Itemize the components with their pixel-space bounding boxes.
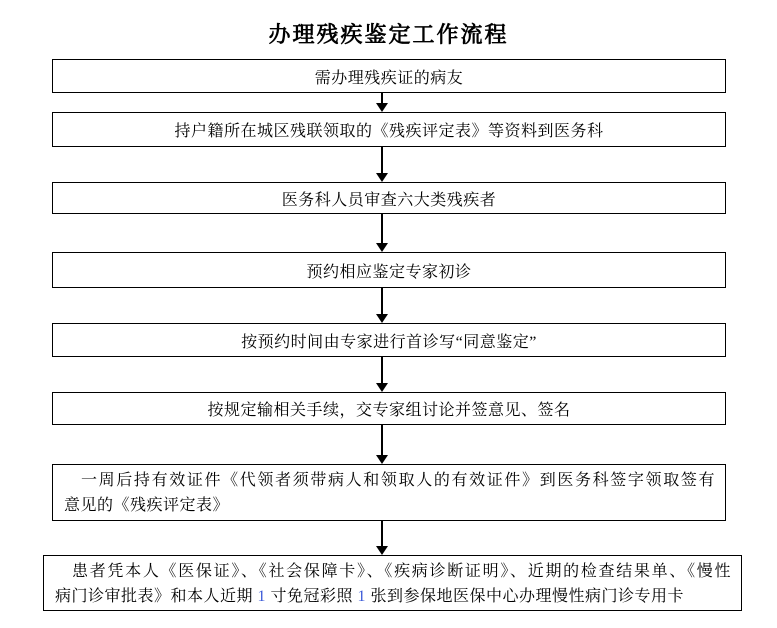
flow-step-5 [52, 323, 726, 357]
flow-arrow-3 [376, 214, 388, 252]
arrow-down-icon [376, 314, 388, 323]
arrow-down-icon [376, 546, 388, 555]
flow-step-8-line-1: 患者凭本人《医保证》、《社会保障卡》、《疾病诊断证明》、近期的检查结果单、《慢性 [72, 563, 731, 580]
flow-step-1 [52, 59, 726, 93]
flow-step-8-line-2: 病门诊审批表》和本人近期 1 寸免冠彩照 1 张到参保地医保中心办理慢性病门诊专用卡 [55, 588, 685, 605]
flow-step-5-text: 按预约时间由专家进行首诊写“同意鉴定” [241, 333, 537, 351]
flow-step-7-line-2: 意见的《残疾评定表》 [64, 497, 230, 514]
arrow-down-icon [376, 173, 388, 182]
arrow-down-icon [376, 243, 388, 252]
arrow-down-icon [376, 383, 388, 392]
arrow-line [381, 288, 383, 316]
flow-step-2 [52, 112, 726, 147]
arrow-down-icon [376, 455, 388, 464]
flow-step-7-line-1: 一周后持有效证件《代领者须带病人和领取人的有效证件》到医务科签字领取签有 [81, 472, 715, 489]
arrow-line [381, 425, 383, 457]
flow-arrow-5 [376, 357, 388, 392]
flow-step-1-text: 需办理残疾证的病友 [314, 69, 464, 87]
arrow-line [381, 214, 383, 245]
flow-step-8 [43, 555, 742, 611]
flow-arrow-7 [376, 521, 388, 555]
flow-arrow-2 [376, 147, 388, 182]
flow-step-2-text: 持户籍所在城区残联领取的《残疾评定表》等资料到医务科 [174, 123, 604, 140]
flow-step-3 [52, 182, 726, 214]
flow-step-3-text: 医务科人员审查六大类残疾者 [281, 191, 497, 209]
arrow-line [381, 357, 383, 385]
flow-arrow-4 [376, 288, 388, 323]
flow-step-4 [52, 252, 726, 288]
arrow-line [381, 147, 383, 175]
flow-arrow-6 [376, 425, 388, 464]
arrow-line [381, 521, 383, 548]
flow-step-7 [52, 464, 726, 521]
flow-step-6 [52, 392, 726, 425]
flow-arrow-1 [376, 93, 388, 112]
flow-step-6-text: 按规定输相关手续，交专家组讨论并签意见、签名 [207, 402, 571, 419]
flowchart-title: 办理残疾鉴定工作流程 [268, 22, 509, 47]
arrow-down-icon [376, 103, 388, 112]
flow-step-4-text: 预约相应鉴定专家初诊 [306, 263, 472, 281]
